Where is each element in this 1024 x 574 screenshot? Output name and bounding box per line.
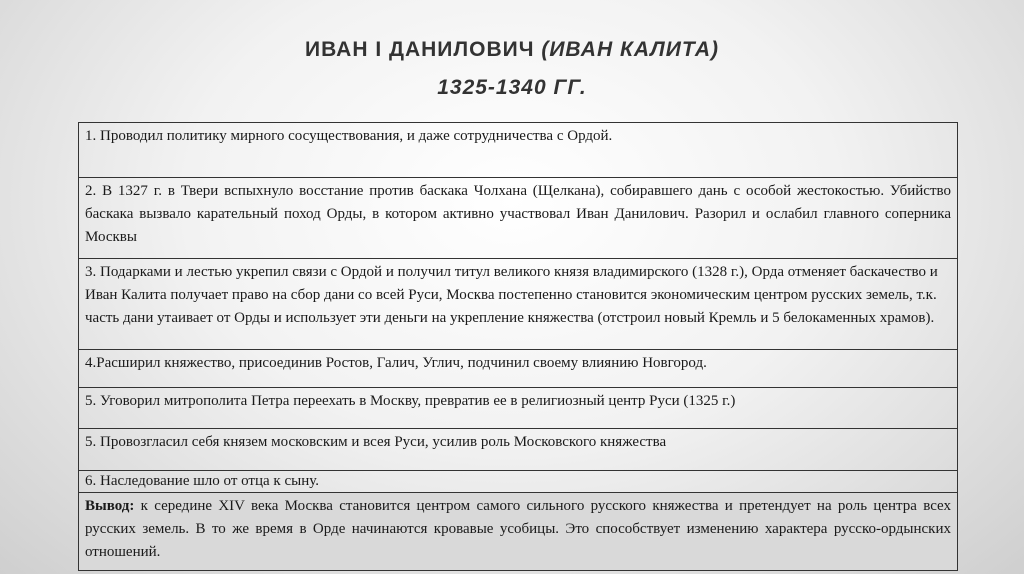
table-row: 5. Провозгласил себя князем московским и всея Руси, усилив роль Московского княжества [79, 429, 958, 471]
table-row: 5. Уговорил митрополита Петра переехать в Москву, превратив ее в религиозный центр Руси (1325 г.) [79, 388, 958, 429]
slide-subtitle-years: 1325-1340 ГГ. [437, 76, 587, 99]
table-row: 3. Подарками и лестью укрепил связи с Ордой и получил титул великого князя владимирского (1328 г.), Орда отменяет баскачество и Иван Калита получает право на сбор дани со всей Руси, Москва постепенно становится экономическим центром русских земель, т.к. часть дани утаивает от Орды и использует эти деньги на укрепление княжества (отстроил новый Кремль и 5 белокаменных храмов). [79, 259, 958, 350]
conclusion-text: к середине XIV века Москва становится центром самого сильного русского княжества и претендует на роль центра всех русских земель. В то же время в Орде начинаются кровавые усобицы. Это способствует изменению характера русско-ордынских отношений. [85, 498, 951, 560]
slide-title: ИВАН I ДАНИЛОВИЧ (ИВАН КАЛИТА) [304, 38, 720, 61]
conclusion-label: Вывод: [85, 498, 135, 514]
table-row: 2. В 1327 г. в Твери вспыхнуло восстание против баскака Чолхана (Щелкана), собиравшего дань с особой жестокостью. Убийство баскака вызвало карательный поход Орды, в котором активно участвовал Иван Данилович. Разорил и ослабил главного соперника Москвы [79, 178, 958, 259]
facts-table [78, 122, 958, 571]
conclusion-row [79, 493, 958, 571]
table-row: 6. Наследование шло от отца к сыну. [79, 471, 958, 493]
table-row: 4.Расширил княжество, присоединив Ростов, Галич, Углич, подчинил своему влиянию Новгород. [79, 350, 958, 388]
table-row: 1. Проводил политику мирного сосуществования, и даже сотрудничества с Ордой. [79, 123, 958, 178]
